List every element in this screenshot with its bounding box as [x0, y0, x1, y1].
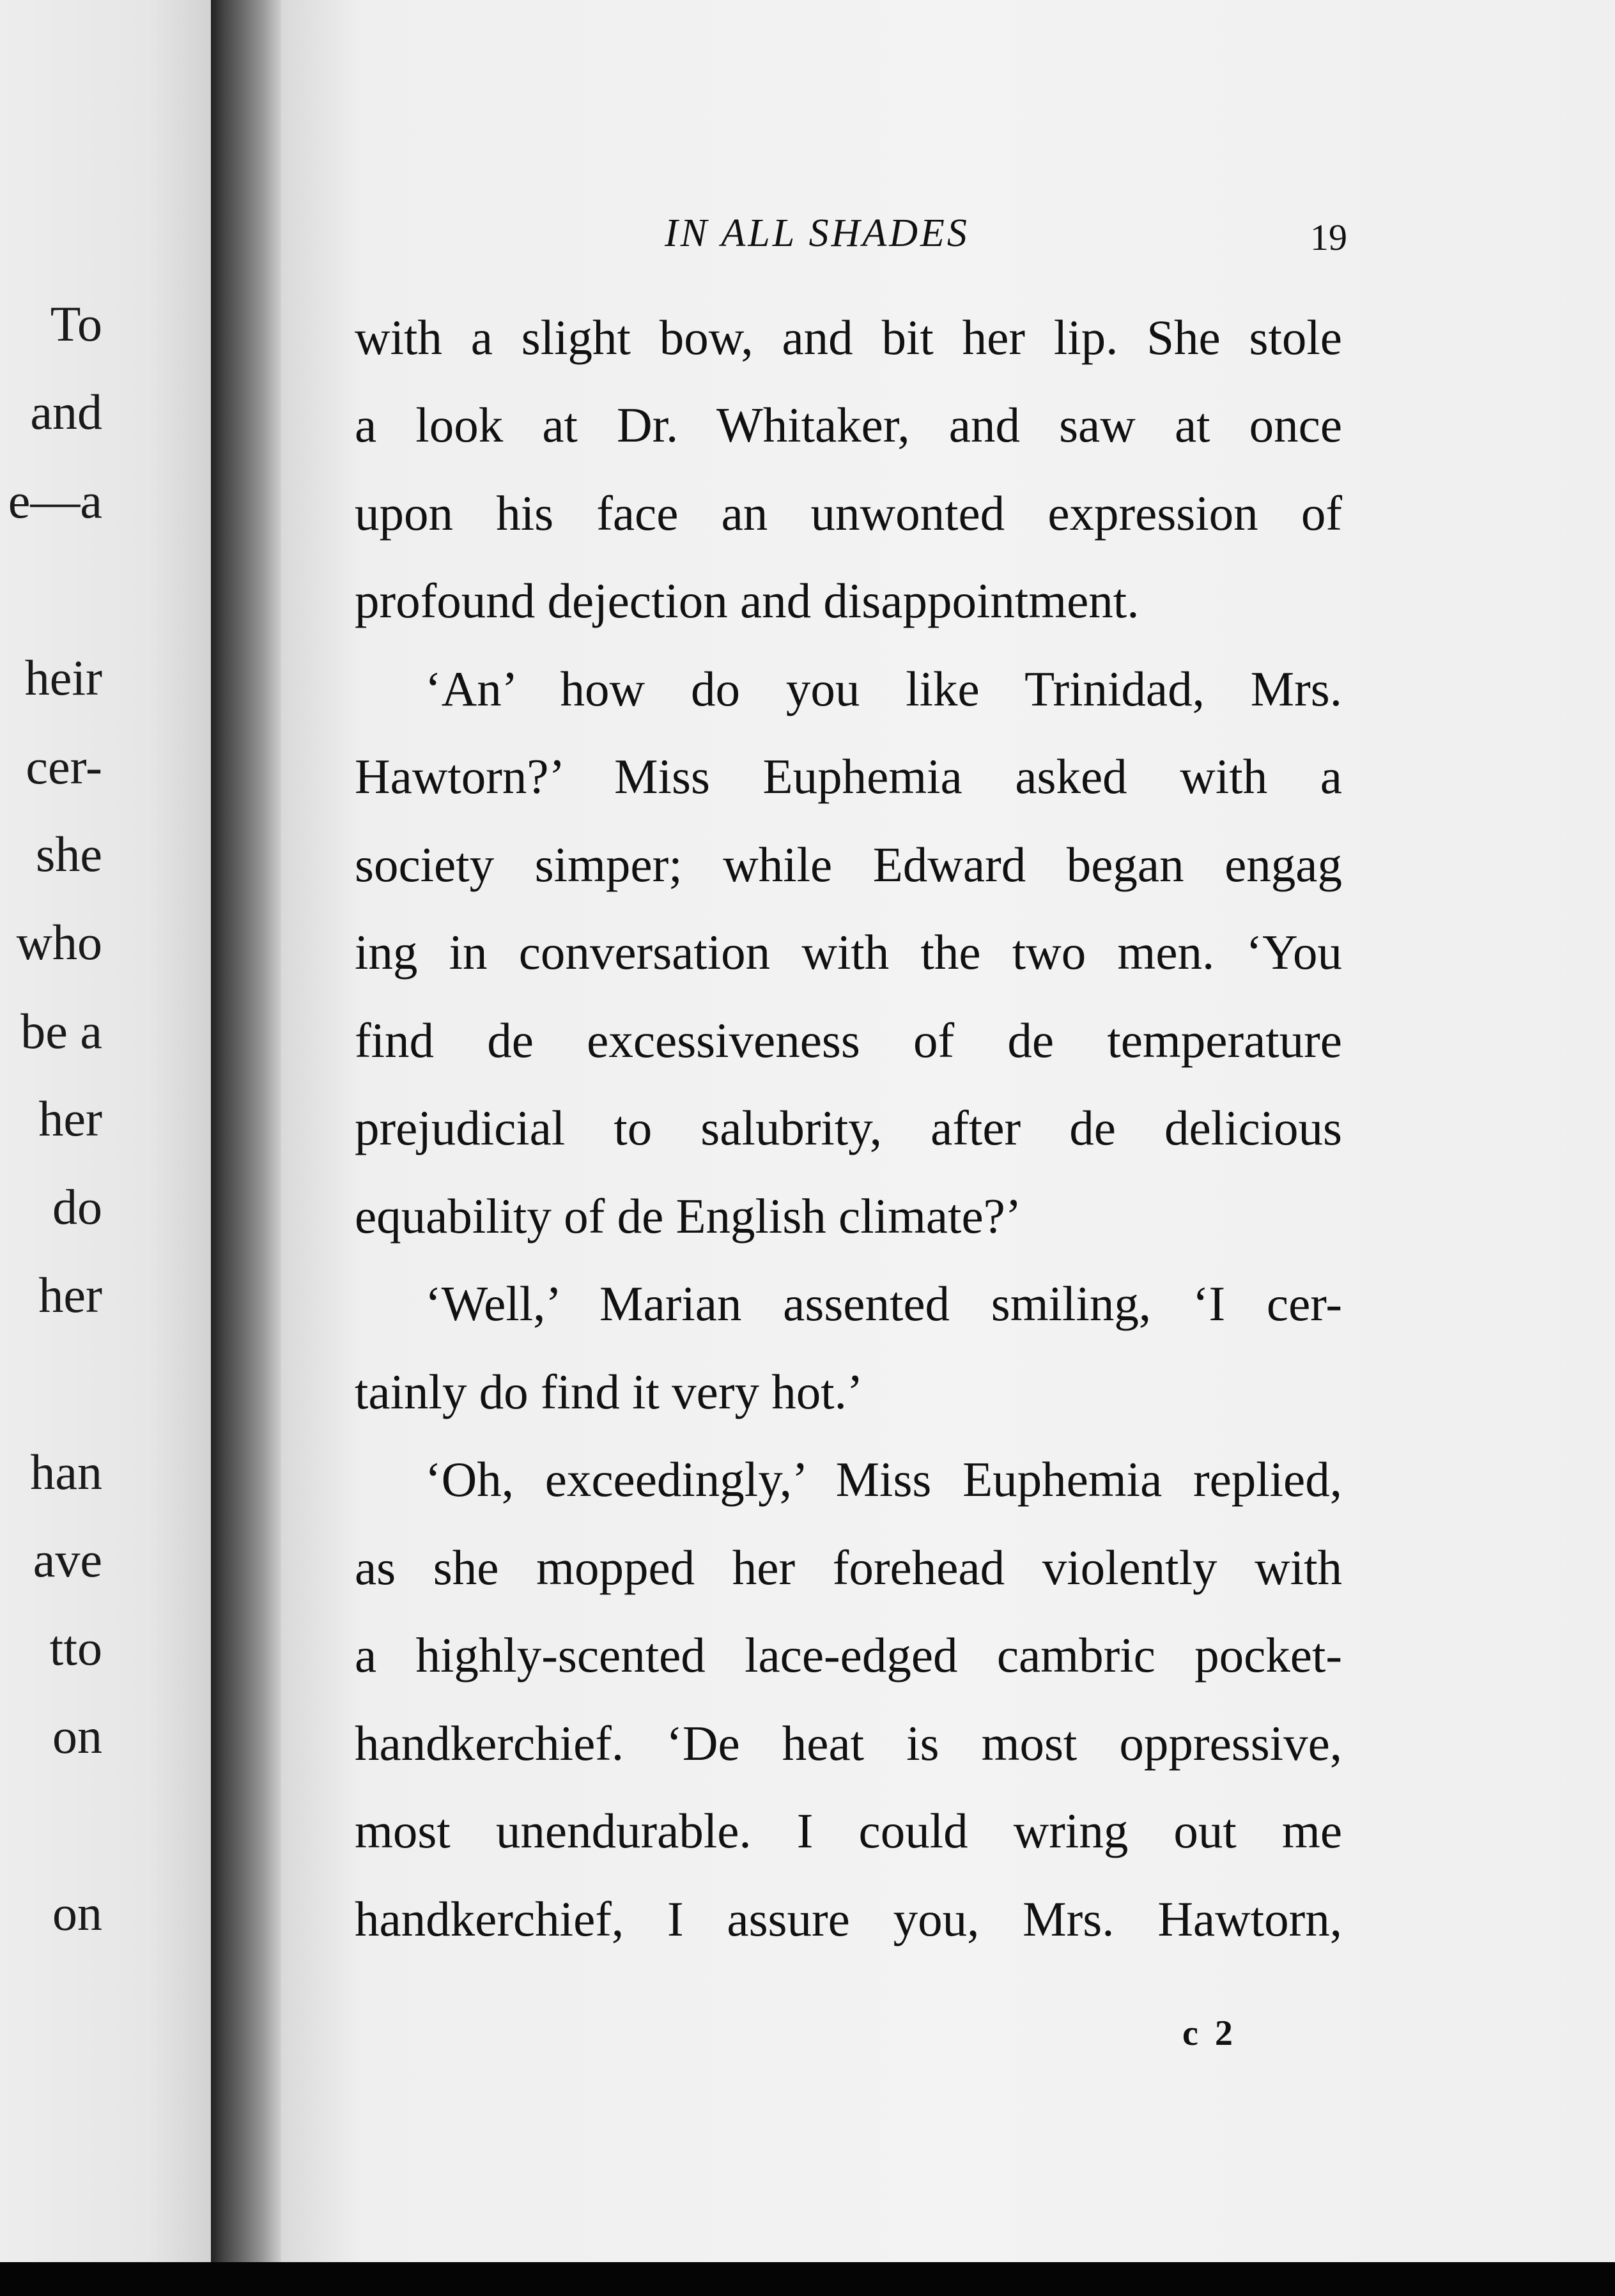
left-page-line: and: [30, 384, 102, 440]
left-page-line: han: [30, 1444, 102, 1500]
body-text-line: ‘Oh, exceedingly,’ Miss Euphemia replied,: [425, 1452, 1342, 1507]
running-header-title: IN ALL SHADES: [665, 212, 970, 255]
left-page-line: her: [38, 1267, 102, 1323]
left-page-line: on: [52, 1708, 102, 1764]
page-number: 19: [1310, 217, 1347, 258]
body-text-line: profound dejection and disappointment.: [355, 573, 1140, 628]
left-page-line: do: [52, 1179, 102, 1235]
body-text-line: Hawtorn?’ Miss Euphemia asked with a: [355, 749, 1342, 804]
left-page-line: tto: [49, 1620, 102, 1676]
left-page-fragment: [0, 0, 211, 2262]
body-text-line: most unendurable. I could wring out me: [355, 1803, 1342, 1858]
body-text-line: prejudicial to salubrity, after de delicious: [355, 1100, 1342, 1155]
body-text-line: tainly do find it very hot.’: [355, 1364, 863, 1419]
left-page-line: heir: [24, 650, 102, 705]
left-page-line: ave: [33, 1532, 102, 1587]
body-text-line: with a slight bow, and bit her lip. She stole: [355, 310, 1342, 365]
body-text-line: equability of de English climate?’: [355, 1189, 1022, 1244]
body-text-line: a highly-scented lace-edged cambric pocket-: [355, 1628, 1342, 1683]
left-page-line: cer-: [26, 739, 102, 794]
body-text-line: society simper; while Edward began engag: [355, 837, 1342, 892]
left-page-line: her: [38, 1091, 102, 1146]
binding-gutter: [211, 0, 281, 2262]
left-page-line: who: [16, 914, 102, 970]
body-text-line: handkerchief, I assure you, Mrs. Hawtorn,: [355, 1892, 1342, 1946]
left-page-line: e—a: [8, 473, 102, 528]
left-page-line: be a: [20, 1003, 102, 1059]
body-text-line: ‘An’ how do you like Trinidad, Mrs.: [425, 661, 1342, 716]
body-text-line: a look at Dr. Whitaker, and saw at once: [355, 397, 1342, 452]
left-page-line: To: [50, 296, 102, 351]
body-text-line: upon his face an unwonted expression of: [355, 486, 1342, 541]
body-text-line: ‘Well,’ Marian assented smiling, ‘I cer-: [425, 1276, 1342, 1331]
body-text-line: ing in conversation with the two men. ‘You: [355, 925, 1342, 980]
body-text-line: as she mopped her forehead violently with: [355, 1540, 1342, 1595]
left-page-line: on: [52, 1885, 102, 1941]
left-page-line: she: [36, 826, 102, 882]
signature-mark: c 2: [1182, 2014, 1237, 2053]
scan-bottom-edge: [0, 2262, 1615, 2296]
body-text-line: handkerchief. ‘De heat is most oppressive,: [355, 1716, 1342, 1771]
body-text-line: find de excessiveness of de temperature: [355, 1013, 1342, 1068]
